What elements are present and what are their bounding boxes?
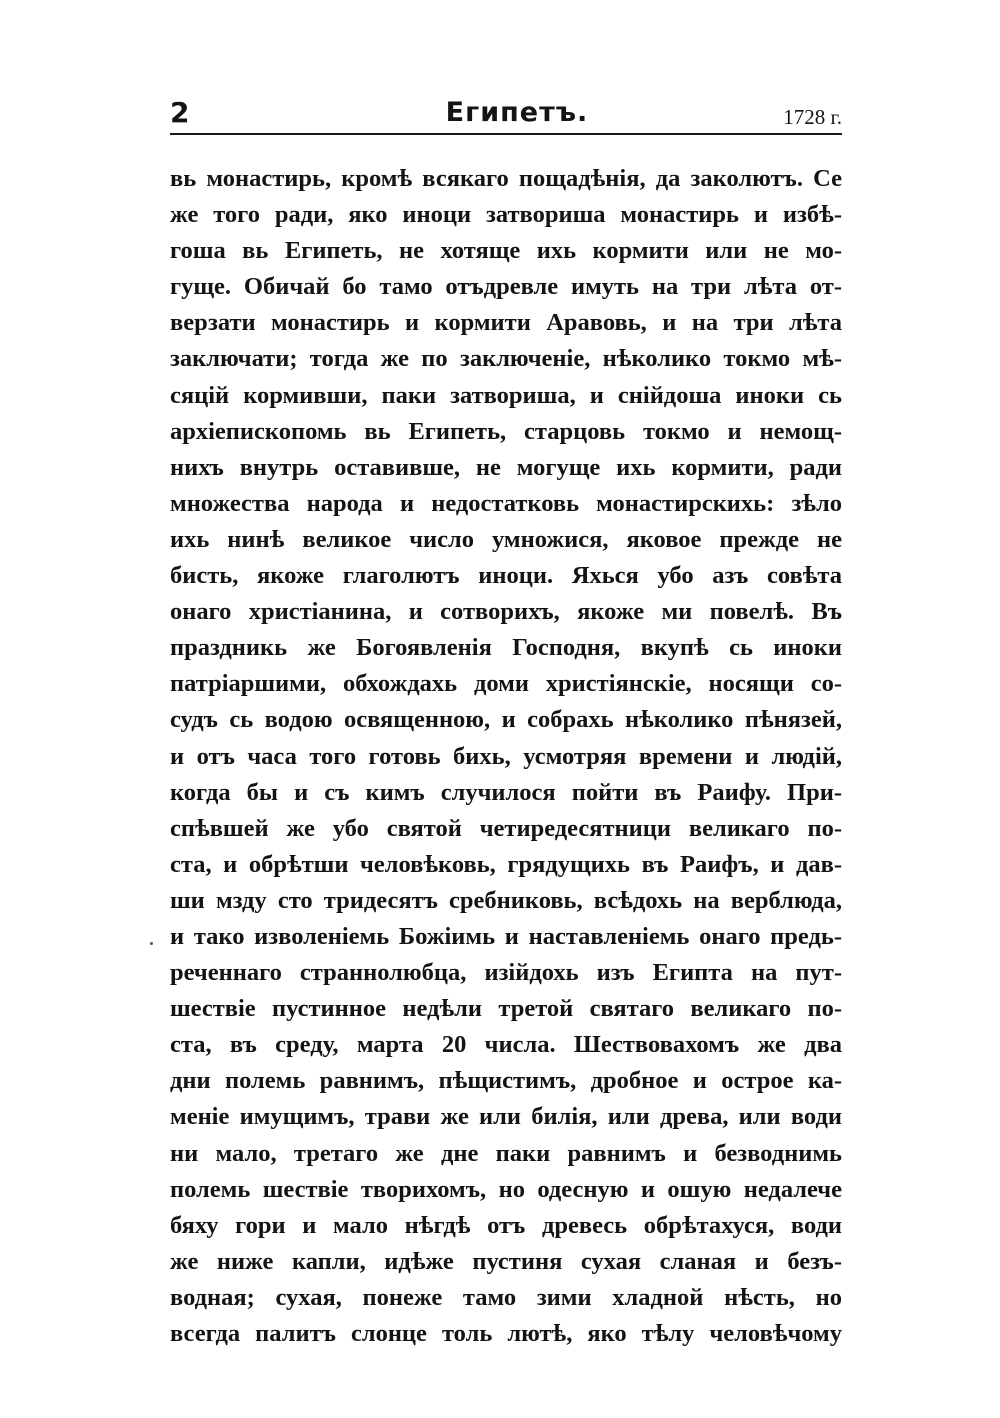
running-head (170, 96, 842, 136)
text-line: дни полемь равнимъ, пѣщистимъ, дробное и острое ка- (170, 1067, 842, 1095)
header-rule (170, 133, 842, 135)
page-number: 2 (170, 96, 190, 129)
text-line: ста, въ среду, марта 20 числа. Шествовахомъ же два (170, 1031, 842, 1059)
text-line: реченнаго страннолюбца, изійдохь изъ Египта на пут- (170, 959, 842, 987)
text-line: множества народа и недостатковь монастирскихь: зѣло (170, 489, 842, 517)
text-line: верзати монастирь и кормити Аравовь, и на три лѣта (170, 309, 842, 337)
text-line: сяцій кормивши, паки затвориша, и снійдоша иноки сь (170, 381, 842, 409)
body-text (170, 161, 842, 1352)
page-year: 1728 г. (783, 105, 842, 129)
text-line: меніе имущимъ, трави же или билія, или древа, или води (170, 1103, 842, 1131)
margin-speck (150, 942, 153, 945)
text-line: патріаршими, обхождахь доми христіянскіе, носящи со- (170, 670, 842, 698)
text-line: шествіе пустинное недѣли третой святаго великаго по- (170, 995, 842, 1023)
text-line: праздникь же Богоявленія Господня, вкупѣ сь иноки (170, 634, 842, 662)
text-line: ста, и обрѣтши человѣковь, грядущихь въ Раифъ, и дав- (170, 850, 842, 878)
text-line: водная; сухая, понеже тамо зими хладной нѣсть, но (170, 1283, 842, 1311)
text-line: и тако изволеніемь Божіимь и наставленіемь онаго предь- (170, 922, 842, 950)
text-line: ихь нинѣ великое число умножися, яковое прежде не (170, 525, 842, 553)
text-line: заключати; тогда же по заключеніе, нѣколико токмо мѣ- (170, 345, 842, 373)
text-line: ни мало, третаго же дне паки равнимъ и безводнимь (170, 1139, 842, 1167)
text-line: полемь шествіе творихомъ, но одесную и ошую недалече (170, 1175, 842, 1203)
text-line: вь монастирь, кромѣ всякаго пощадѣнія, да заколютъ. Се (170, 165, 842, 192)
text-line: нихъ внутрь оставивше, не могуще ихь кормити, ради (170, 453, 842, 481)
text-line: спѣвшей же убо святой четиредесятници великаго по- (170, 814, 842, 842)
text-line: гуще. Обичай бо тамо отъдревле имуть на три лѣта от- (170, 273, 842, 301)
text-line: бяху гори и мало нѣгдѣ отъ древесь обрѣтахуся, води (170, 1211, 842, 1239)
text-line: и отъ часа того готовь бихь, усмотряя времени и людій, (170, 742, 842, 770)
text-line: бисть, якоже глаголютъ иноци. Яхься убо азъ совѣта (170, 562, 842, 590)
text-line: всегда палитъ слонце толь лютѣ, яко тѣлу человѣчому (170, 1320, 842, 1347)
text-line: же ниже капли, идѣже пустиня сухая сланая и безъ- (170, 1247, 842, 1275)
text-line: архіепископомь вь Египеть, старцовь токмо и немощ- (170, 417, 842, 445)
text-line: онаго христіанина, и сотворихъ, якоже ми повелѣ. Въ (170, 598, 842, 626)
text-line: же того ради, яко иноци затвориша монастирь и избѣ- (170, 201, 842, 229)
text-line: судъ сь водою освященною, и собрахь нѣколико пѣнязей, (170, 706, 842, 734)
running-title: Египетъ. (445, 97, 589, 128)
text-line: когда бы и съ кимъ случилося пойти въ Раифу. При- (170, 778, 842, 806)
text-line: гоша вь Египеть, не хотяще ихь кормити или не мо- (170, 237, 842, 265)
text-line: ши мзду сто тридесятъ сребниковь, всѣдохь на верблюда, (170, 886, 842, 914)
